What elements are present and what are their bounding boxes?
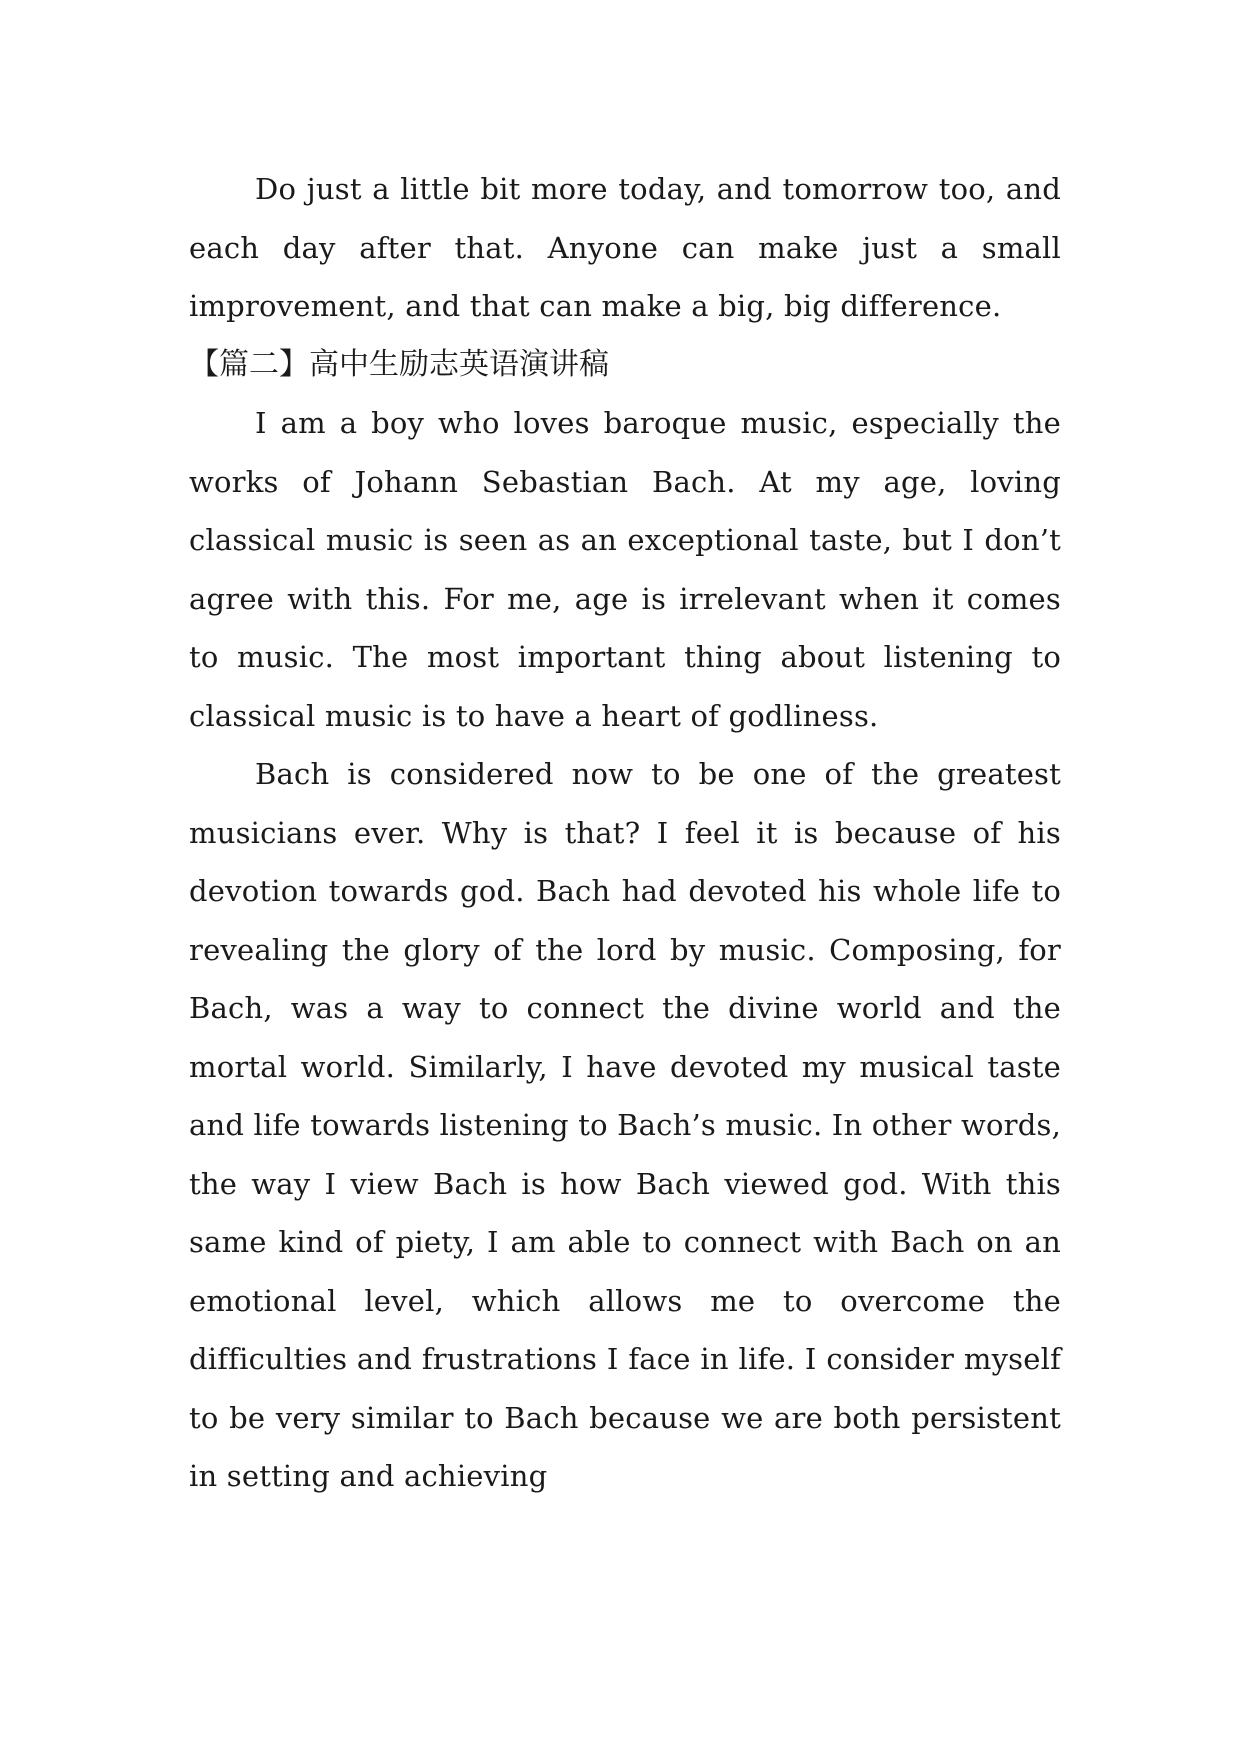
paragraph-bach-devotion: Bach is considered now to be one of the greatest musicians ever. Why is that? I feel it is because of his devotion towards god. Bach had devoted his whole life to revealing the glory of the lord by music. Composing, for Bach, was a way to connect the divine world and the mortal world. Similarly, I have devoted my musical taste and life towards listening to Bach’s music. In other words, the way I view Bach is how Bach viewed god. With this same kind of piety, I am able to connect with Bach on an emotional level, which allows me to overcome the difficulties and frustrations I face in life. I consider myself to be very similar to Bach because we are both persistent in setting and achieving [189, 757, 1062, 1493]
paragraph-intro: Do just a little bit more today, and tomorrow too, and each day after that. Anyone can make just a small improvement, and that can make a big, big difference. [189, 172, 1061, 323]
paragraph-bach-intro: I am a boy who loves baroque music, especially the works of Johann Sebastian Bach. At my age, loving classical music is seen as an exceptional taste, but I don’t agree with this. For me, age is irrelevant when it comes to music. The most important thing about listening to classical music is to have a heart of godliness. [189, 406, 1061, 733]
section-heading: 【篇二】高中生励志英语演讲稿 [189, 346, 609, 382]
document-body [189, 160, 1061, 1506]
